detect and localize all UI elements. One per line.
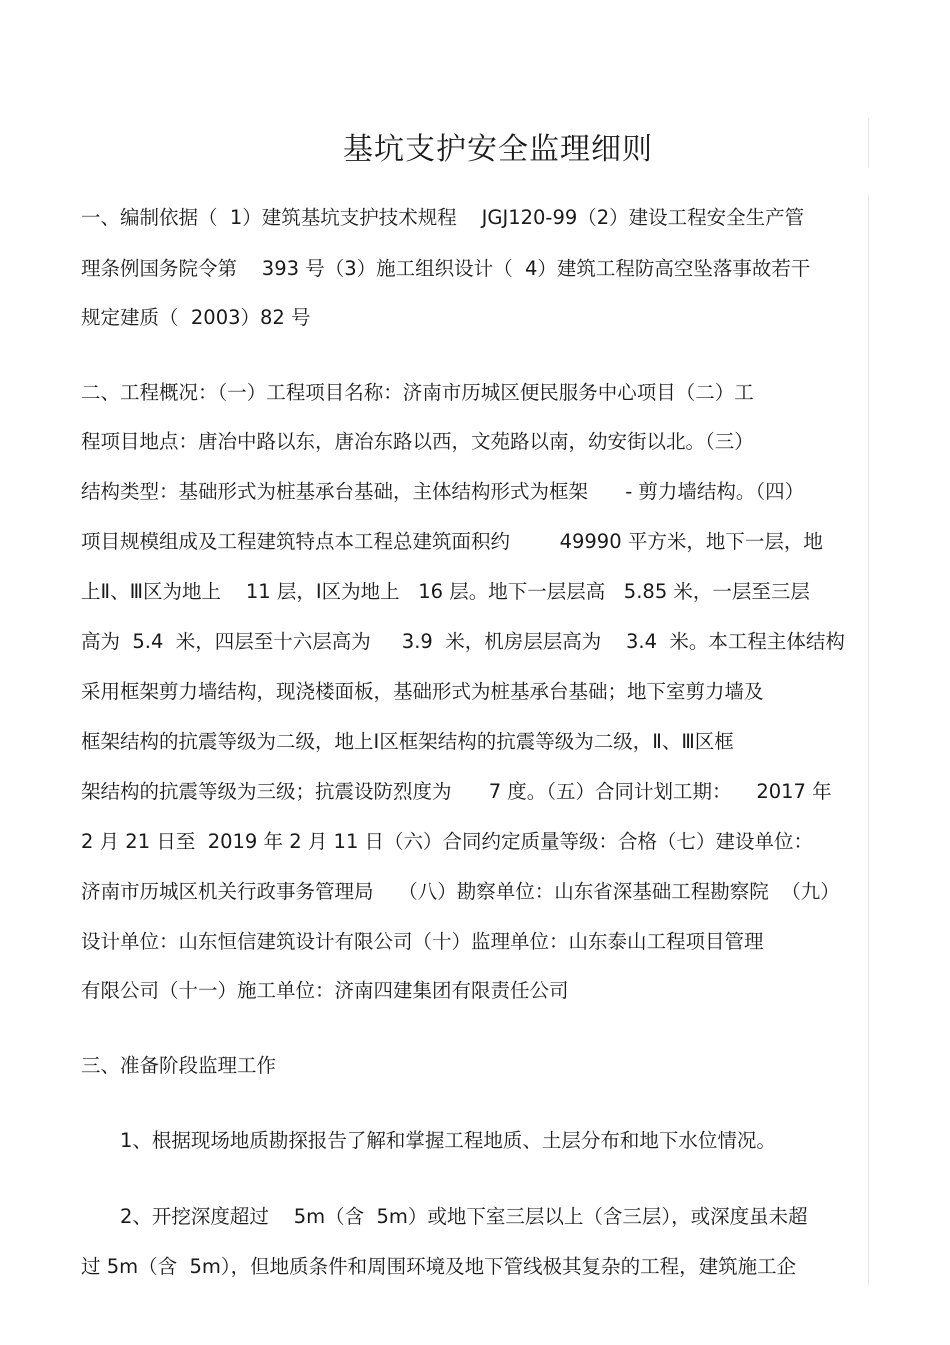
section-3-item-2-line-2: 过 5m（含 5m），但地质条件和周围环境及地下管线极其复杂的工程，建筑施工企 [81,1255,797,1278]
section-2-line-13: 有限公司（十一）施工单位：济南四建集团有限责任公司 [81,979,569,1002]
section-3-item-1: 1、根据现场地质勘探报告了解和掌握工程地质、土层分布和地下水位情况。 [120,1129,776,1152]
section-2-line-12: 设计单位：山东恒信建筑设计有限公司（十）监理单位：山东泰山工程项目管理 [81,930,764,953]
section-2-line-10: 2 月 21 日至 2019 年 2 月 11 日（六）合同约定质量等级：合格（七）建设单位： [81,830,814,853]
section-2-line-1: 二、工程概况：（一）工程项目名称：济南市历城区便民服务中心项目（二）工 [81,381,754,404]
section-2-line-9: 架结构的抗震等级为三级；抗震设防烈度为 7 度。（五）合同计划工期： 2017 年 [81,780,832,803]
section-2-line-4: 项目规模组成及工程建筑特点本工程总建筑面积约 49990 平方米，地下一层，地 [81,530,823,553]
section-2-line-6: 高为 5.4 米，四层至十六层高为 3.9 米，机房层层高为 3.4 米。本工程主体结构 [81,630,845,653]
section-2-line-2: 程项目地点：唐冶中路以东，唐冶东路以西，文苑路以南，幼安街以北。（三） [81,430,754,453]
section-1-line-1: 一、编制依据（ 1）建筑基坑支护技术规程 JGJ120-99（2）建设工程安全生产管 [81,206,805,229]
section-2-line-7: 采用框架剪力墙结构，现浇楼面板，基础形式为桩基承台基础；地下室剪力墙及 [81,680,764,703]
section-3-heading: 三、准备阶段监理工作 [81,1054,277,1077]
section-1-line-2: 理条例国务院令第 393 号（3）施工组织设计（ 4）建筑工程防高空坠落事故若干 [81,257,811,280]
page-title: 基坑支护安全监理细则 [343,132,653,167]
section-1-line-3: 规定建质（ 2003）82 号 [81,306,311,329]
section-3-item-2-line-1: 2、开挖深度超过 5m（含 5m）或地下室三层以上（含三层），或深度虽未超 [120,1205,808,1228]
margin-rule [868,195,869,1285]
section-2-line-3: 结构类型：基础形式为桩基承台基础，主体结构形式为框架 - 剪力墙结构。（四） [81,480,805,503]
section-2-line-11: 济南市历城区机关行政事务管理局 （八）勘察单位：山东省深基础工程勘察院 （九） [81,880,840,903]
section-2-line-8: 框架结构的抗震等级为二级，地上Ⅰ区框架结构的抗震等级为二级，Ⅱ、Ⅲ区框 [81,730,734,753]
section-2-line-5: 上Ⅱ、Ⅲ区为地上 11 层，Ⅰ区为地上 16 层。地下一层层高 5.85 米，一层至三层 [81,580,810,603]
